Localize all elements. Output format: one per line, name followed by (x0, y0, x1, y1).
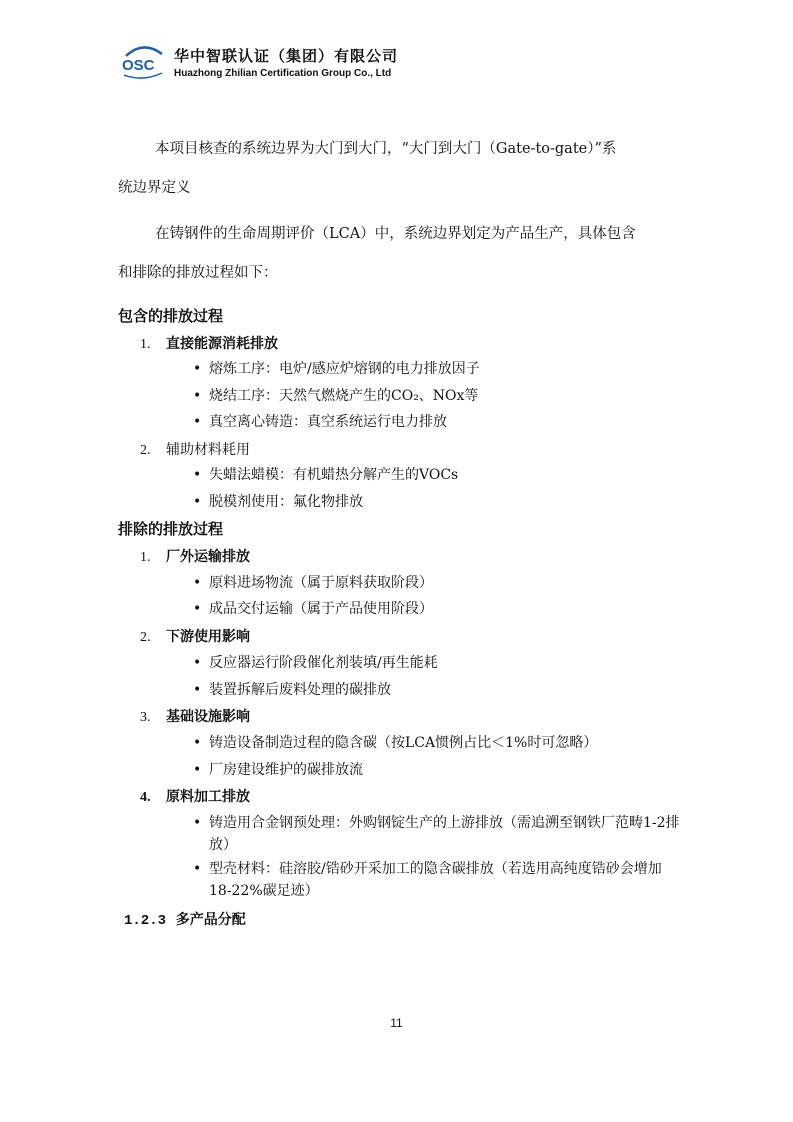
list-item: 1. 直接能源消耗排放 (140, 336, 278, 352)
list-item: 2. 下游使用影响 (140, 629, 250, 645)
page-header (118, 42, 678, 90)
page-number: 11 (390, 1016, 403, 1030)
bullet-item: • 铸造设备制造过程的隐含碳（按LCA惯例占比＜1%时可忽略） (193, 735, 598, 751)
svg-text:OSC: OSC (122, 57, 155, 74)
paragraph-line: 本项目核查的系统边界为大门到大门，“大门到大门（Gate-to-gate）”系 (155, 141, 617, 157)
list-item: 4. 原料加工排放 (140, 789, 250, 805)
company-name-en: Huazhong Zhilian Certification Group Co., Ltd (174, 68, 392, 79)
section-heading-included: 包含的排放过程 (118, 307, 224, 325)
bullet-item: • 反应器运行阶段催化剂装填/再生能耗 (193, 655, 438, 671)
list-item: 2. 辅助材料耗用 (140, 442, 250, 458)
company-logo (118, 42, 168, 82)
bullet-item: • 成品交付运输（属于产品使用阶段） (193, 601, 433, 617)
bullet-item: • 脱模剂使用：氟化物排放 (193, 494, 363, 510)
paragraph-line: 和排除的排放过程如下： (118, 265, 278, 281)
bullet-item: • 烧结工序：天然气燃烧产生的CO₂、NOx等 (193, 388, 479, 404)
bullet-item: • 厂房建设维护的碳排放流 (193, 762, 363, 778)
paragraph-line: 在铸钢件的生命周期评价（LCA）中，系统边界划定为产品生产，具体包含 (155, 226, 636, 242)
bullet-item: • 失蜡法蜡模：有机蜡热分解产生的VOCs (193, 467, 459, 483)
paragraph-2 (118, 224, 688, 283)
bullet-item: • 铸造用合金钢预处理：外购钢锭生产的上游排放（需追溯至钢铁厂范畴1-2排放） (193, 815, 680, 853)
paragraph-1 (118, 139, 688, 198)
bullet-item: • 型壳材料：硅溶胶/锆砂开采加工的隐含碳排放（若选用高纯度锆砂会增加18-22%碳足迹） (193, 861, 662, 899)
list-item: 1. 厂外运输排放 (140, 549, 250, 565)
bullet-item: • 熔炼工序：电炉/感应炉熔钢的电力排放因子 (193, 361, 480, 377)
bullet-item: • 装置拆解后废料处理的碳排放 (193, 682, 391, 698)
subsection-heading: 1.2.3 多产品分配 (124, 912, 246, 929)
section-heading-excluded: 排除的排放过程 (118, 520, 224, 538)
bullet-item: • 真空离心铸造：真空系统运行电力排放 (193, 414, 447, 430)
list-item: 3. 基础设施影响 (140, 709, 250, 725)
company-name-cn: 华中智联认证（集团）有限公司 (174, 47, 399, 65)
paragraph-line: 统边界定义 (118, 180, 191, 196)
bullet-item: • 原料进场物流（属于原料获取阶段） (193, 575, 433, 591)
